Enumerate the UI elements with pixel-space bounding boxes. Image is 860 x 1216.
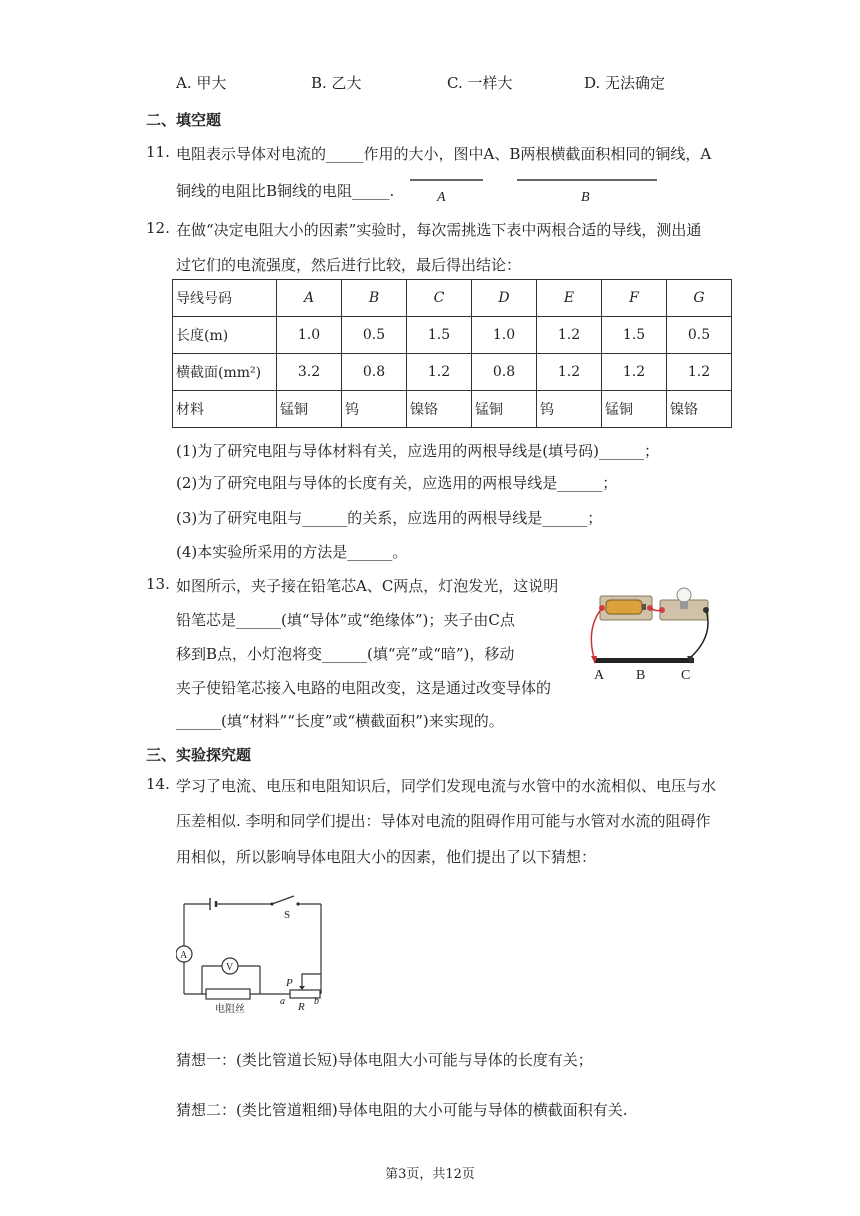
rheostat-end-b: b [314,996,319,1007]
table-cell: 锰铜 [277,391,342,428]
q13-number: 13. [146,575,170,593]
q12-sub2: (2)为了研究电阻与导体的长度有关，应选用的两根导线是______； [176,474,618,492]
table-cell: 1.2 [537,354,602,391]
q11-number: 11. [146,143,170,161]
table-cell: E [537,280,602,317]
table-cell: 0.5 [667,317,732,354]
table-cell: 1.2 [537,317,602,354]
table-row [173,317,732,354]
table-cell: 1.0 [277,317,342,354]
table-row [173,280,732,317]
table-cell: 1.0 [472,317,537,354]
table-cell: 0.5 [342,317,407,354]
table-cell: 导线号码 [173,280,277,317]
resistor-icon [206,989,250,999]
q13-line4: 夹子使铅笔芯接入电路的电阻改变，这是通过改变导体的 [176,679,552,697]
q12-sub4: (4)本实验所采用的方法是______。 [176,543,408,561]
q10-option-a: A. 甲大 [176,74,227,92]
q12-number: 12. [146,219,170,237]
q11-wire-figure [405,170,665,206]
table-cell: 材料 [173,391,277,428]
table-cell: 横截面(mm²) [173,354,277,391]
table-cell: 3.2 [277,354,342,391]
wire-b-label: B [581,190,590,205]
q14-line1: 学习了电流、电压和电阻知识后，同学们发现电流与水管中的水流相似、电压与水 [176,777,717,795]
table-row [173,354,732,391]
pencil-lead [594,658,694,663]
rheostat-end-a: a [280,996,285,1007]
table-cell: 1.2 [667,354,732,391]
table-cell: 锰铜 [472,391,537,428]
voltmeter-label: V [226,962,234,973]
q10-option-c: C. 一样大 [447,74,513,92]
bulb-icon [677,588,691,602]
q11-line2: 铜线的电阻比B铜线的电阻_____. [176,182,395,200]
q13-line5: ______(填“材料”“长度”或“横截面积”)来实现的。 [176,712,504,730]
q12-sub1: (1)为了研究电阻与导体材料有关，应选用的两根导线是(填号码)______； [176,442,659,460]
table-cell: 1.5 [602,317,667,354]
q11-line1: 电阻表示导体对电流的_____作用的大小，图中A、B两根横截面积相同的铜线，A [176,145,712,163]
table-cell: 1.2 [602,354,667,391]
q14-circuit-diagram [176,890,326,1015]
table-cell: D [472,280,537,317]
table-cell: 镍铬 [667,391,732,428]
switch-label: S [284,909,291,921]
wire-table [172,279,732,428]
switch-icon [272,896,294,904]
q14-line2: 压差相似. 李明和同学们提出：导体对电流的阻碍作用可能与水管对水流的阻碍作 [176,812,711,830]
q14-number: 14. [146,775,170,793]
q13-line1: 如图所示，夹子接在铅笔芯A、C两点，灯泡发光，这说明 [176,577,559,595]
q10-option-b: B. 乙大 [311,74,362,92]
q13-line3: 移到B点，小灯泡将变______(填“亮”或“暗”)，移动 [176,645,515,663]
point-a-label: A [594,668,605,683]
table-cell: 0.8 [342,354,407,391]
slider-label: P [286,977,293,989]
table-cell: 1.2 [407,354,472,391]
pencil-circuit-figure [580,578,720,684]
point-b-label: B [636,668,646,683]
table-cell: G [667,280,732,317]
page-footer: 第3页，共12页 [385,1167,475,1182]
table-cell: C [407,280,472,317]
table-cell: 1.5 [407,317,472,354]
table-cell: 镍铬 [407,391,472,428]
q12-line1: 在做“决定电阻大小的因素”实验时，每次需挑选下表中两根合适的导线，测出通 [176,221,702,239]
resistor-label: 电阻丝 [215,1004,245,1015]
table-cell: 钨 [537,391,602,428]
q13-line2: 铅笔芯是______(填“导体”或“绝缘体”)；夹子由C点 [176,611,515,629]
table-cell: F [602,280,667,317]
q14-guess1: 猜想一：(类比管道长短)导体电阻大小可能与导体的长度有关； [176,1051,593,1069]
rheostat-label: R [298,1001,305,1013]
table-cell: 锰铜 [602,391,667,428]
wire-a-label: A [437,190,446,205]
section-exp-heading: 三、实验探究题 [146,746,252,764]
q14-guess2: 猜想二：(类比管道粗细)导体电阻的大小可能与导体的横截面积有关. [176,1101,628,1119]
table-cell: B [342,280,407,317]
table-cell: A [277,280,342,317]
q14-line3: 用相似，所以影响导体电阻大小的因素，他们提出了以下猜想： [176,848,597,866]
q12-line2: 过它们的电流强度，然后进行比较，最后得出结论： [176,256,522,274]
q12-sub3: (3)为了研究电阻与______的关系，应选用的两根导线是______； [176,509,603,527]
table-cell: 钨 [342,391,407,428]
table-row [173,391,732,428]
table-cell: 长度(m) [173,317,277,354]
q10-option-d: D. 无法确定 [584,74,666,92]
section-fill-heading: 二、填空题 [146,111,222,129]
battery-icon [606,600,642,614]
table-cell: 0.8 [472,354,537,391]
ammeter-label: A [180,950,188,961]
point-c-label: C [681,668,691,683]
